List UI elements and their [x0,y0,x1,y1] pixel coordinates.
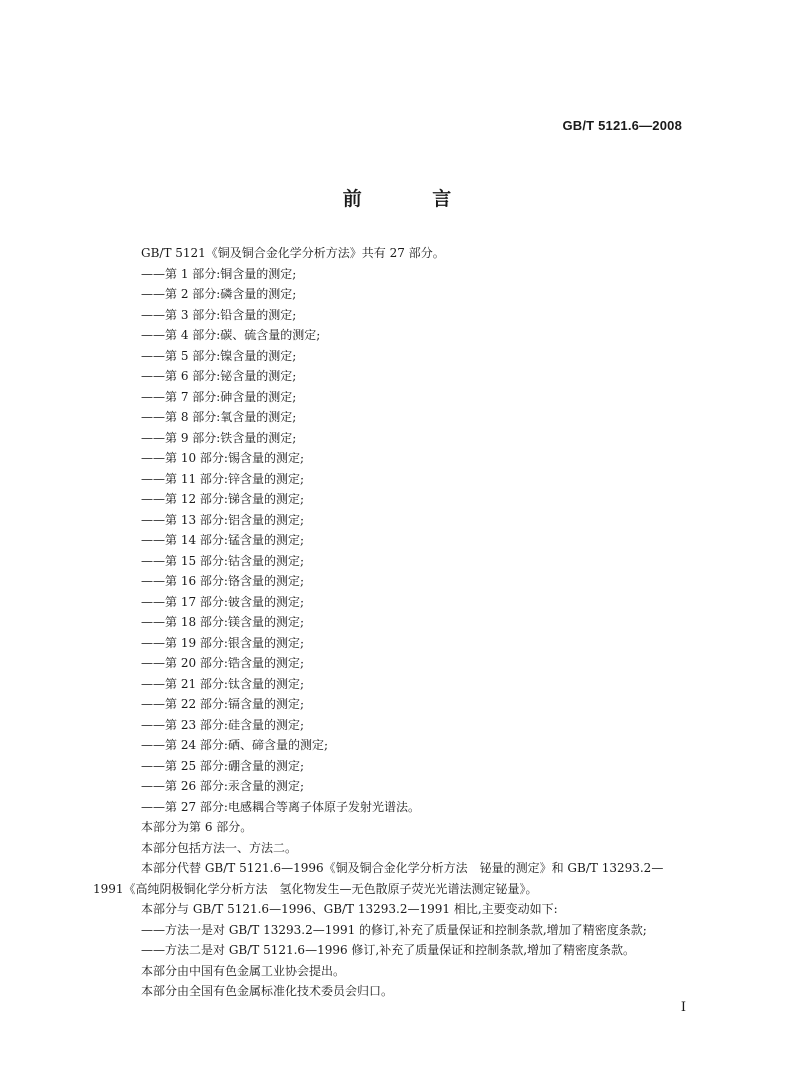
part-list-item: ——第 11 部分:锌含量的测定; [141,471,304,486]
foreword-content [93,243,697,1002]
part-list-item: ——第 19 部分:银含量的测定; [141,635,304,650]
part-list-item: ——第 2 部分:磷含量的测定; [141,287,297,301]
this-part-paragraph: 本部分为第 6 部分。 [141,820,253,834]
part-list-item: ——第 15 部分:钴含量的测定; [141,553,304,568]
replaces-paragraph-line-1: 本部分代替 GB/T 5121.6—1996《铜及铜合金化学分析方法 铋量的测定》和 GB/T 13293.2— [141,861,664,875]
part-list-item: ——第 6 部分:铋含量的测定; [141,369,297,383]
part-list-item: ——第 24 部分:硒、碲含量的测定; [141,738,328,752]
part-list-item: ——第 1 部分:铜含量的测定; [141,266,297,281]
change-item-2: ——方法二是对 GB/T 5121.6—1996 修订,补充了质量保证和控制条款,增加了精密度条款。 [141,943,636,957]
replaces-paragraph-line-2: 1991《高纯阴极铜化学分析方法 氢化物发生—无色散原子荧光光谱法测定铋量》。 [93,881,538,896]
part-list-item: ——第 22 部分:镉含量的测定; [141,697,304,711]
part-list-item: ——第 18 部分:镁含量的测定; [141,615,304,629]
part-list-item: ——第 16 部分:铬含量的测定; [141,574,304,588]
part-list-item: ——第 8 部分:氧含量的测定; [141,410,297,424]
part-list-item: ——第 23 部分:硅含量的测定; [141,717,304,732]
part-list-item: ——第 3 部分:铅含量的测定; [141,307,297,322]
part-list-item: ——第 5 部分:镍含量的测定; [141,348,297,363]
part-list-item: ——第 13 部分:铝含量的测定; [141,512,304,527]
page-title: 前 言 [342,188,484,210]
changes-intro-paragraph: 本部分与 GB/T 5121.6—1996、GB/T 13293.2—1991 相比,主要变动如下: [141,902,558,916]
methods-paragraph: 本部分包括方法一、方法二。 [141,840,298,855]
part-list-item: ——第 21 部分:钛含量的测定; [141,676,304,691]
part-list-item: ——第 12 部分:锑含量的测定; [141,492,304,506]
part-list-item: ——第 20 部分:锆含量的测定; [141,656,304,670]
part-list-item: ——第 4 部分:碳、硫含量的测定; [141,328,321,342]
part-list-item: ——第 27 部分:电感耦合等离子体原子发射光谱法。 [141,799,420,814]
proposed-by-paragraph: 本部分由中国有色金属工业协会提出。 [141,963,346,978]
part-list-item: ——第 7 部分:砷含量的测定; [141,389,297,404]
part-list-item: ——第 25 部分:硼含量的测定; [141,758,304,773]
part-list-item: ——第 14 部分:锰含量的测定; [141,533,304,547]
parts-list [117,264,697,818]
change-item-1: ——方法一是对 GB/T 13293.2—1991 的修订,补充了质量保证和控制条款,增加了精密度条款; [141,922,647,937]
page-number: I [680,1000,686,1015]
intro-line: GB/T 5121《铜及铜合金化学分析方法》共有 27 部分。 [141,246,445,260]
part-list-item: ——第 26 部分:汞含量的测定; [141,779,304,793]
standard-code: GB/T 5121.6—2008 [562,118,682,133]
managed-by-paragraph: 本部分由全国有色金属标准化技术委员会归口。 [141,984,394,998]
part-list-item: ——第 10 部分:锡含量的测定; [141,451,304,465]
part-list-item: ——第 17 部分:铍含量的测定; [141,594,304,609]
part-list-item: ——第 9 部分:铁含量的测定; [141,430,297,445]
